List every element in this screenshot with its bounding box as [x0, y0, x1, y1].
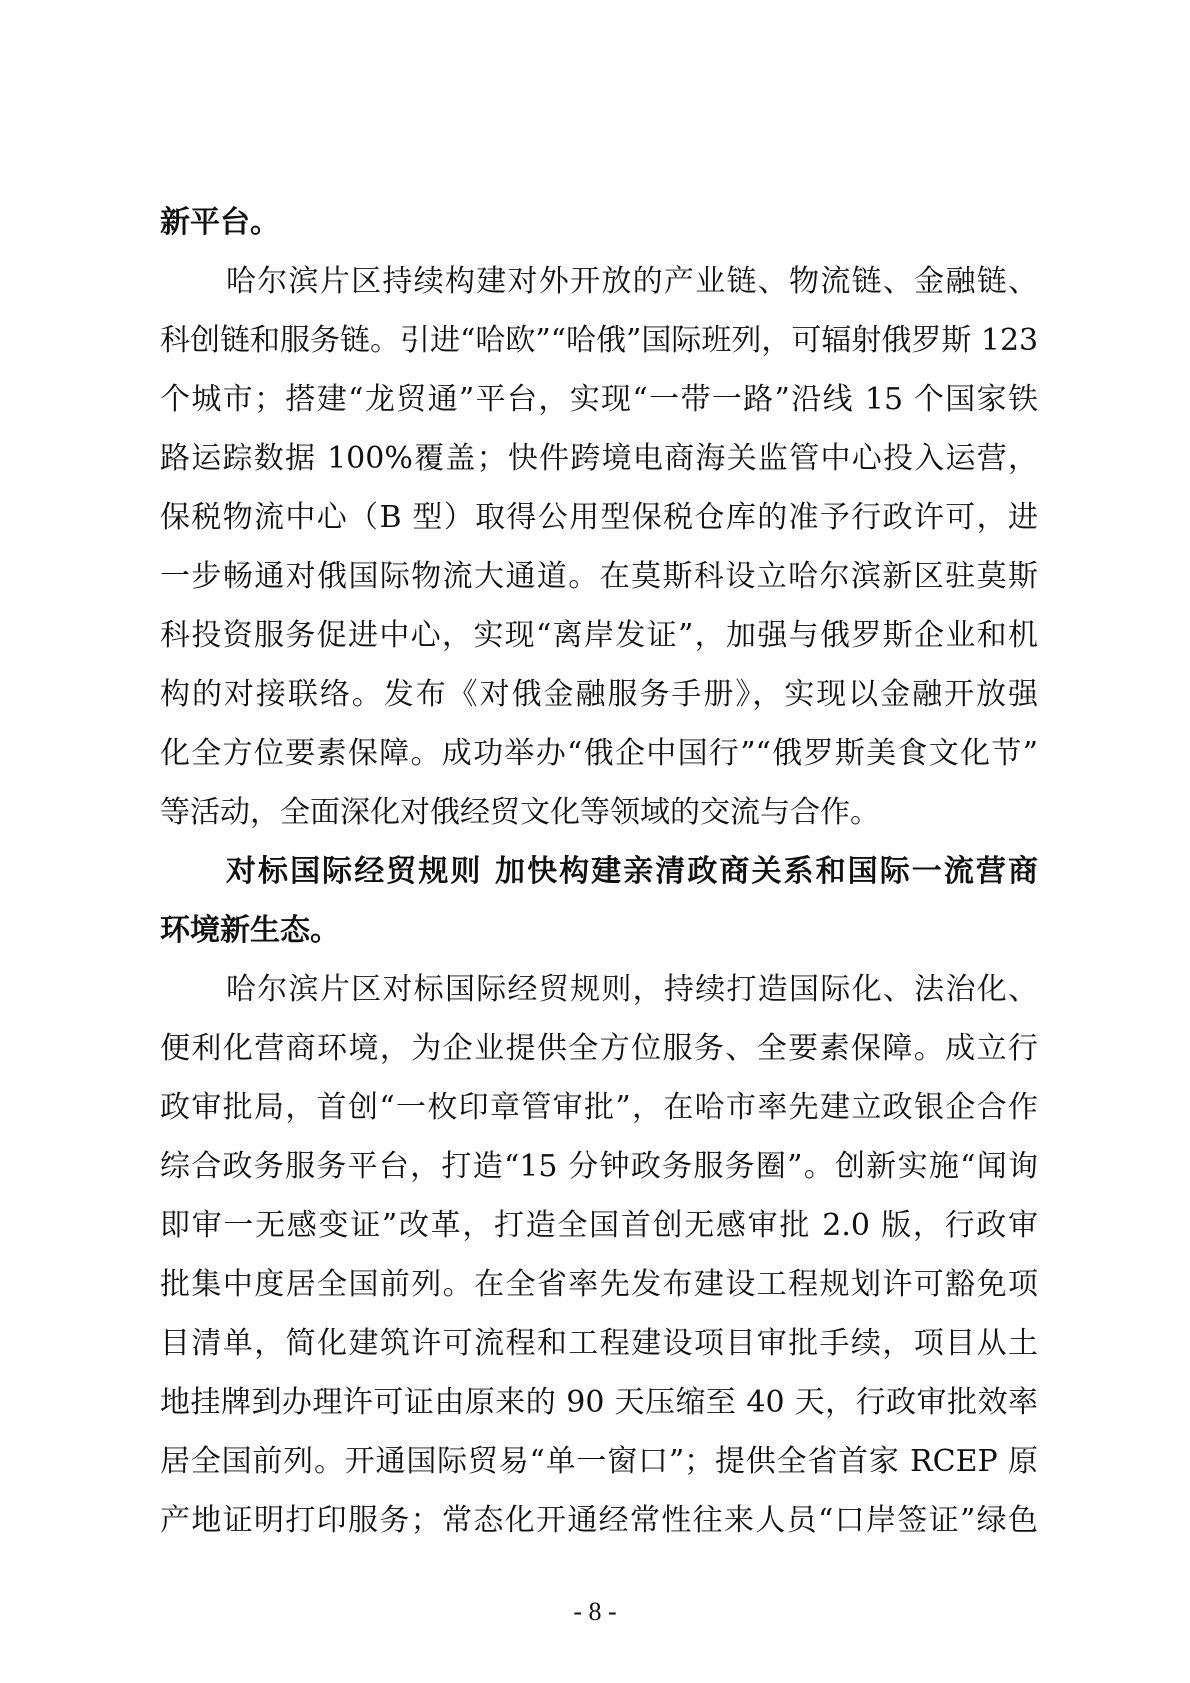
paragraph-line: 一步畅通对俄国际物流大通道。在莫斯科设立哈尔滨新区驻莫斯 — [160, 559, 1038, 594]
paragraph-line: 居全国前列。开通国际贸易“单一窗口”；提供全省首家 RCEP 原 — [160, 1444, 1038, 1479]
paragraph-line: 便利化营商环境，为企业提供全方位服务、全要素保障。成立行 — [160, 1031, 1038, 1066]
paragraph-line: 等活动，全面深化对俄经贸文化等领域的交流与合作。 — [160, 795, 880, 830]
paragraph-line: 保税物流中心（B 型）取得公用型保税仓库的准予行政许可，进 — [160, 500, 1038, 535]
paragraph-line: 哈尔滨片区持续构建对外开放的产业链、物流链、金融链、 — [226, 264, 1038, 299]
paragraph-line: 综合政务服务平台，打造“15 分钟政务服务圈”。创新实施“闻询 — [160, 1149, 1038, 1184]
paragraph-line: 即审一无感变证”改革，打造全国首创无感审批 2.0 版，行政审 — [160, 1208, 1038, 1243]
paragraph-line: 产地证明打印服务；常态化开通经常性往来人员“口岸签证”绿色 — [160, 1503, 1038, 1538]
heading-continuation: 新平台。 — [160, 205, 280, 240]
section-heading: 对标国际经贸规则 加快构建亲清政商关系和国际一流营商 — [226, 854, 1038, 889]
section-heading: 环境新生态。 — [160, 913, 340, 948]
paragraph-line: 科创链和服务链。引进“哈欧”“哈俄”国际班列，可辐射俄罗斯 123 — [160, 323, 1039, 358]
paragraph-line: 目清单，简化建筑许可流程和工程建设项目审批手续，项目从土 — [160, 1326, 1038, 1361]
paragraph-line: 政审批局，首创“一枚印章管审批”，在哈市率先建立政银企合作 — [160, 1090, 1038, 1125]
paragraph-line: 构的对接联络。发布《对俄金融服务手册》，实现以金融开放强 — [160, 677, 1038, 712]
body-text — [160, 193, 1038, 1550]
paragraph-line: 地挂牌到办理许可证由原来的 90 天压缩至 40 天，行政审批效率 — [160, 1385, 1038, 1420]
page-number: - 8 - — [573, 1597, 617, 1626]
paragraph-line: 路运踪数据 100%覆盖；快件跨境电商海关监管中心投入运营， — [160, 441, 1038, 476]
paragraph-line: 哈尔滨片区对标国际经贸规则，持续打造国际化、法治化、 — [226, 972, 1038, 1007]
paragraph-line: 个城市；搭建“龙贸通”平台，实现“一带一路”沿线 15 个国家铁 — [160, 382, 1038, 417]
paragraph-line: 科投资服务促进中心，实现“离岸发证”，加强与俄罗斯企业和机 — [160, 618, 1038, 653]
paragraph-line: 化全方位要素保障。成功举办“俄企中国行”“俄罗斯美食文化节” — [160, 736, 1038, 771]
paragraph-line: 批集中度居全国前列。在全省率先发布建设工程规划许可豁免项 — [160, 1267, 1038, 1302]
